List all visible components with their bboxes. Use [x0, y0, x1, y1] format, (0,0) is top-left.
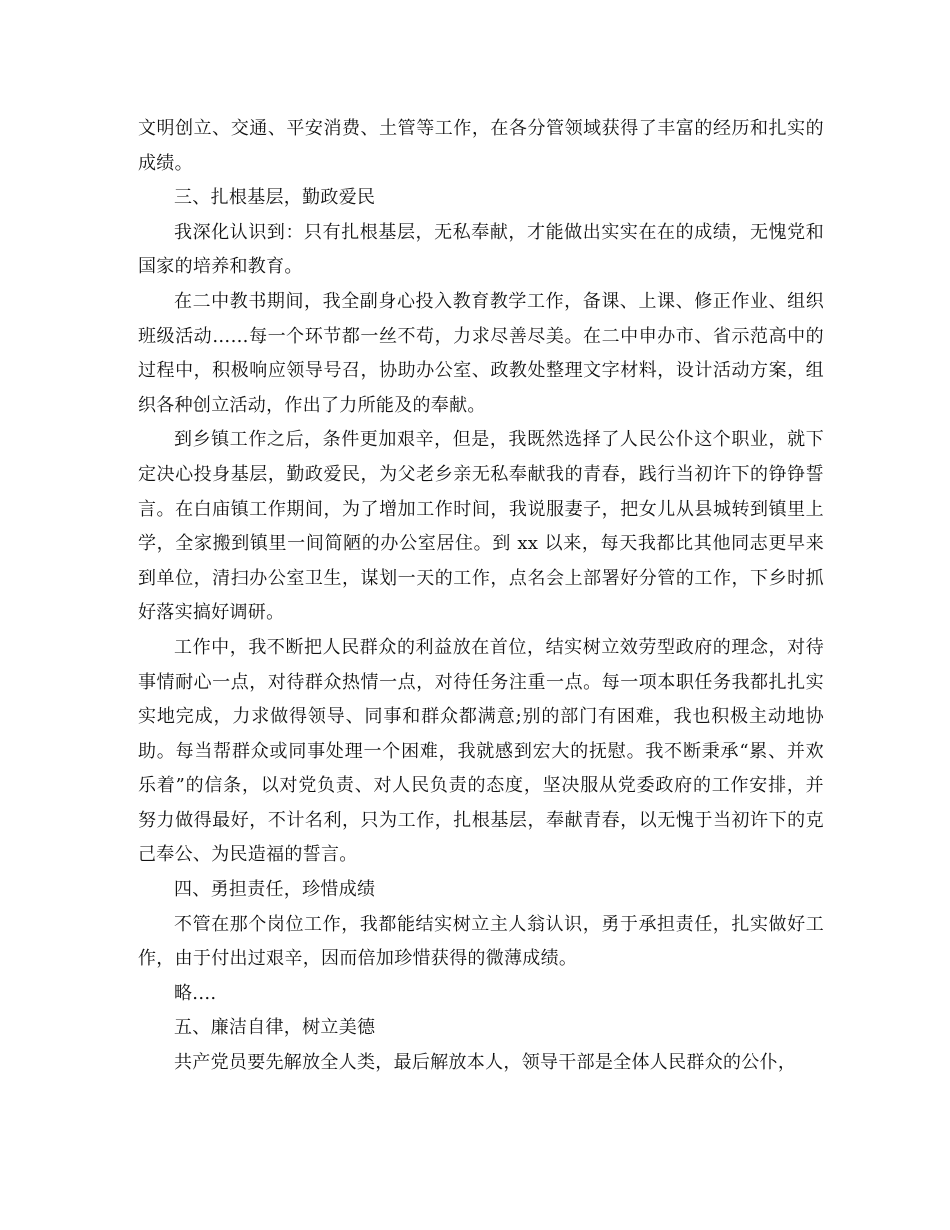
document-body	[138, 112, 824, 1081]
paragraph: 在二中教书期间，我全副身心投入教育教学工作，备课、上课、修正作业、组织班级活动……每一个环节都一丝不苟，力求尽善尽美。在二中申办市、省示范高中的过程中，积极响应领导号召，协助办公室、政教处整理文字材料，设计活动方案，组织各种创立活动，作出了力所能及的奉献。	[138, 290, 824, 416]
paragraph: 不管在那个岗位工作，我都能结实树立主人翁认识，勇于承担责任，扎实做好工作，由于付出过艰辛，因而倍加珍惜获得的微薄成绩。	[138, 913, 824, 970]
paragraph: 我深化认识到：只有扎根基层，无私奉献，才能做出实实在在的成绩，无愧党和国家的培养和教育。	[138, 221, 824, 278]
section-heading-5: 五、廉洁自律，树立美德	[174, 1017, 376, 1039]
section-heading-4: 四、勇担责任，珍惜成绩	[174, 879, 376, 901]
paragraph: 共产党员要先解放全人类，最后解放本人，领导干部是全体人民群众的公仆，	[174, 1052, 797, 1074]
paragraph-continuation: 文明创立、交通、平安消费、土管等工作，在各分管领域获得了丰富的经历和扎实的成绩。	[138, 118, 824, 174]
paragraph: 工作中，我不断把人民群众的利益放在首位，结实树立效劳型政府的理念，对待事情耐心一点，对待群众热情一点，对待任务注重一点。每一项本职任务我都扎扎实实地完成，力求做得领导、同事和群众都满意;别的部门有困难，我也积极主动地协助。每当帮群众或同事处理一个困难，我就感到宏大的抚慰。我不断秉承“累、并欢乐着”的信条，以对党负责、对人民负责的态度，坚决服从党委政府的工作安排，并努力做得最好，不计名利，只为工作，扎根基层，奉献青春，以无愧于当初许下的克己奉公、为民造福的誓言。	[138, 636, 824, 866]
paragraph: 到乡镇工作之后，条件更加艰辛，但是，我既然选择了人民公仆这个职业，就下定决心投身基层，勤政爱民，为父老乡亲无私奉献我的青春，践行当初许下的铮铮誓言。在白庙镇工作期间，为了增加工作时间，我说服妻子，把女儿从县城转到镇里上学，全家搬到镇里一间简陋的办公室居住。到 xx 以来，每天我都比其他同志更早来到单位，清扫办公室卫生，谋划一天的工作，点名会上部署好分管的工作，下乡时抓好落实搞好调研。	[138, 429, 824, 624]
section-heading-3: 三、扎根基层，勤政爱民	[174, 187, 376, 209]
omitted-note: 略....	[174, 982, 217, 1004]
